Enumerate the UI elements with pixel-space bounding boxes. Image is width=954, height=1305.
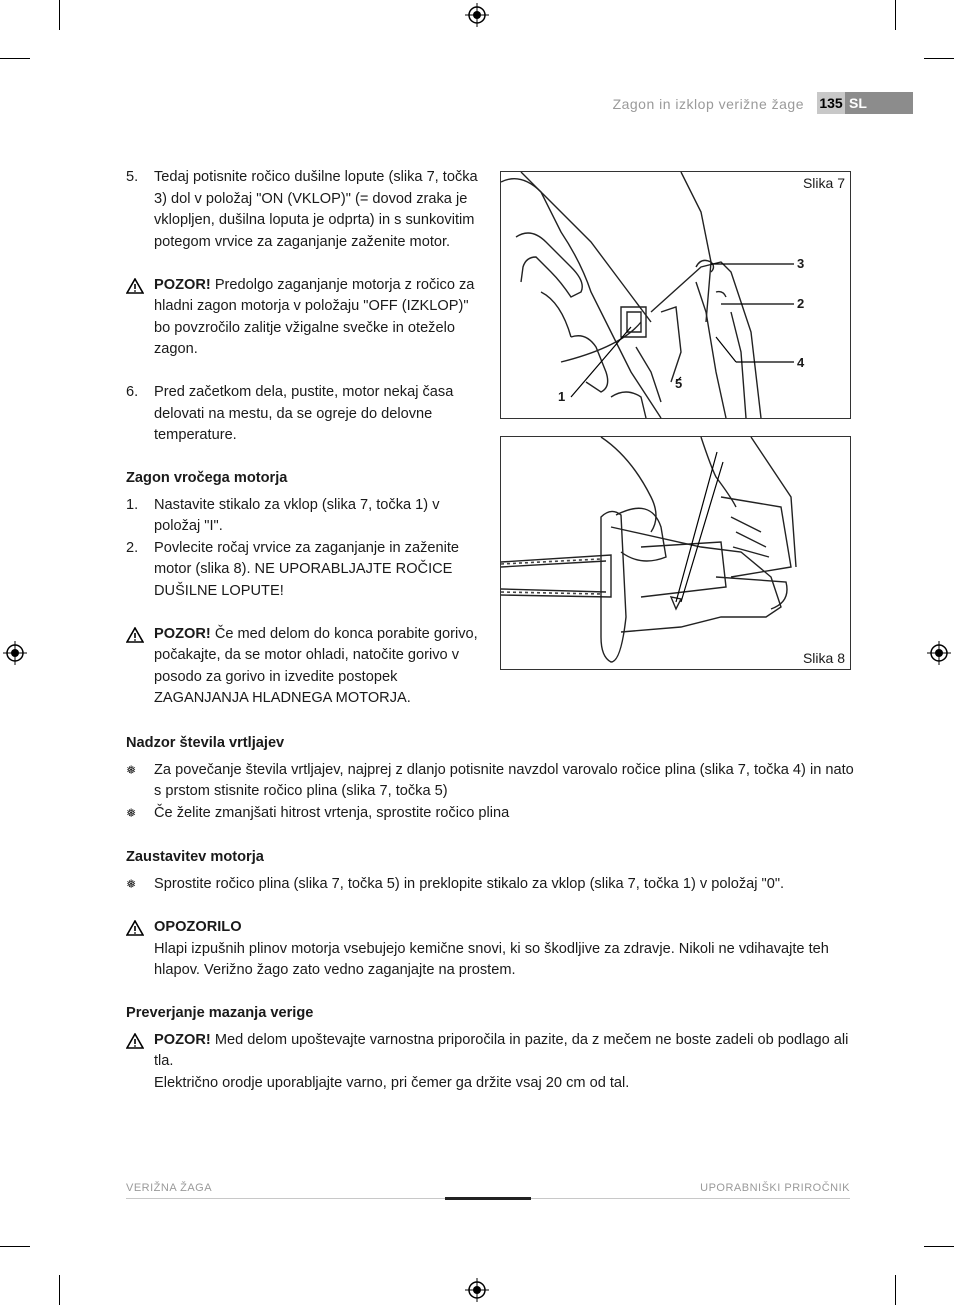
callout-1: 1 (558, 389, 566, 404)
crop-mark (59, 1275, 60, 1305)
step-number: 5. (126, 169, 139, 185)
warning-label: POZOR! (154, 625, 211, 642)
callout-4: 4 (797, 355, 805, 370)
step-number: 2. (126, 539, 139, 556)
crop-mark (895, 0, 896, 30)
crop-mark (924, 58, 954, 59)
rpm-section (126, 733, 856, 824)
page-badge (817, 92, 913, 114)
chainsaw-starting-illustration (501, 437, 850, 669)
warning-triangle-icon (126, 627, 144, 643)
list-item-text: Če želite zmanjšati hitrost vrtenja, sprostite ročico plina (154, 804, 510, 821)
warning-text: Električno orodje uporabljajte varno, pri čemer ga držite vsaj 20 cm od tal. (154, 1074, 630, 1091)
section-heading: Nadzor števila vrtljajev (126, 735, 285, 751)
warning-text: Hlapi izpušnih plinov motorja vsebujejo kemične snovi, ki so škodljive za zdravje. Nikoli ne vdihavajte teh hlapov. Verižno žago zato vedno zaganjajte na prostem. (154, 940, 829, 978)
hot-start-step-2 (126, 538, 486, 603)
exhaust-warning (126, 917, 856, 982)
warning-label: POZOR! (154, 1031, 211, 1048)
registration-mark-icon (3, 641, 27, 665)
list-item (126, 874, 856, 896)
step-text: Nastavite stikalo za vklop (slika 7, točka 1) v položaj "I". (154, 496, 440, 534)
bullet-flake-icon: ❅ (126, 805, 137, 820)
footer-left: VERIŽNA ŽAGA (126, 1182, 213, 1194)
warning-triangle-icon (126, 278, 144, 294)
figure-7 (500, 171, 851, 419)
callout-3: 3 (797, 256, 805, 271)
page-number: 135 (817, 92, 845, 114)
warning-label: OPOZORILO (154, 919, 242, 935)
list-item (126, 760, 856, 803)
bullet-flake-icon: ❅ (126, 762, 137, 777)
step-5 (126, 167, 486, 253)
figure-8 (500, 436, 851, 670)
step-text: Tedaj potisnite ročico dušilne lopute (slika 7, točka 3) dol v položaj "ON (VKLOP)" (= dovod zraka je vklopljen, dušilna loputa je odprta) in s sunkovitim potegom vrvice za zaganjanje zaženite motor. (154, 169, 478, 250)
crop-mark (895, 1275, 896, 1305)
crop-mark (0, 58, 30, 59)
registration-mark-icon (465, 1278, 489, 1302)
registration-mark-icon (465, 3, 489, 27)
crop-mark (59, 0, 60, 30)
warning-triangle-icon (126, 920, 144, 936)
list-item (126, 803, 856, 825)
stop-section (126, 847, 856, 895)
warning-text: Predolgo zaganjanje motorja z ročico za hladni zagon motorja v položaju "OFF (IZKLOP)" bo povzročilo zalitje vžigalne svečke in oteželo zagon. (154, 276, 475, 357)
left-column (126, 167, 486, 710)
step-6 (126, 382, 486, 447)
step-number: 1. (126, 496, 139, 513)
callout-2: 2 (797, 296, 805, 311)
warning-text: Če med delom do konca porabite gorivo, počakajte, da se motor ohladi, natočite gorivo v posodo za gorivo in izvedite postopek ZAGANJANJA HLADNEGA MOTORJA. (154, 625, 478, 706)
list-item-text: Za povečanje števila vrtljajev, najprej z dlanjo potisnite navzdol varovalo ročice plina (slika 7, točka 4) in nato s prstom stisnite ročico plina (slika 7, točka 5) (154, 761, 854, 799)
figure-caption: Slika 7 (802, 175, 845, 191)
warning-block (126, 624, 486, 710)
warning-triangle-icon (126, 1033, 144, 1049)
footer-rule-accent (445, 1197, 531, 1200)
warning-block (126, 917, 856, 982)
callout-5: 5 (675, 376, 683, 391)
warning-block (126, 275, 486, 361)
step-text: Povlecite ročaj vrvice za zaganjanje in zaženite motor (slika 8). NE UPORABLJAJTE ROČICE DUŠILNE LOPUTE! (154, 539, 460, 599)
step-number: 6. (126, 384, 139, 400)
language-code: SL (849, 95, 867, 111)
registration-mark-icon (927, 641, 951, 665)
section-title: Zagon in izklop verižne žage (612, 96, 804, 112)
figure-caption: Slika 8 (802, 650, 845, 666)
list-item-text: Sprostite ročico plina (slika 7, točka 5) in preklopite stikalo za vklop (slika 7, točka 1) v položaj "0". (154, 875, 785, 892)
crop-mark (924, 1246, 954, 1247)
crop-mark (0, 1246, 30, 1247)
section-heading: Zagon vročega motorja (126, 470, 288, 486)
hot-start-step-1 (126, 495, 486, 538)
lubrication-section (126, 1003, 856, 1094)
warning-label: POZOR! (154, 276, 211, 293)
section-heading: Zaustavitev motorja (126, 849, 264, 865)
step-text: Pred začetkom dela, pustite, motor nekaj časa delovati na mestu, da se ogreje do delovne temperature. (154, 384, 454, 443)
section-heading: Preverjanje mazanja verige (126, 1005, 314, 1021)
footer-right: UPORABNIŠKI PRIROČNIK (700, 1182, 850, 1194)
warning-block (126, 1030, 856, 1095)
warning-text: Med delom upoštevajte varnostna priporočila in pazite, da z mečem ne boste zadeli ob podlago ali tla. (154, 1031, 849, 1069)
bullet-flake-icon: ❅ (126, 876, 137, 891)
